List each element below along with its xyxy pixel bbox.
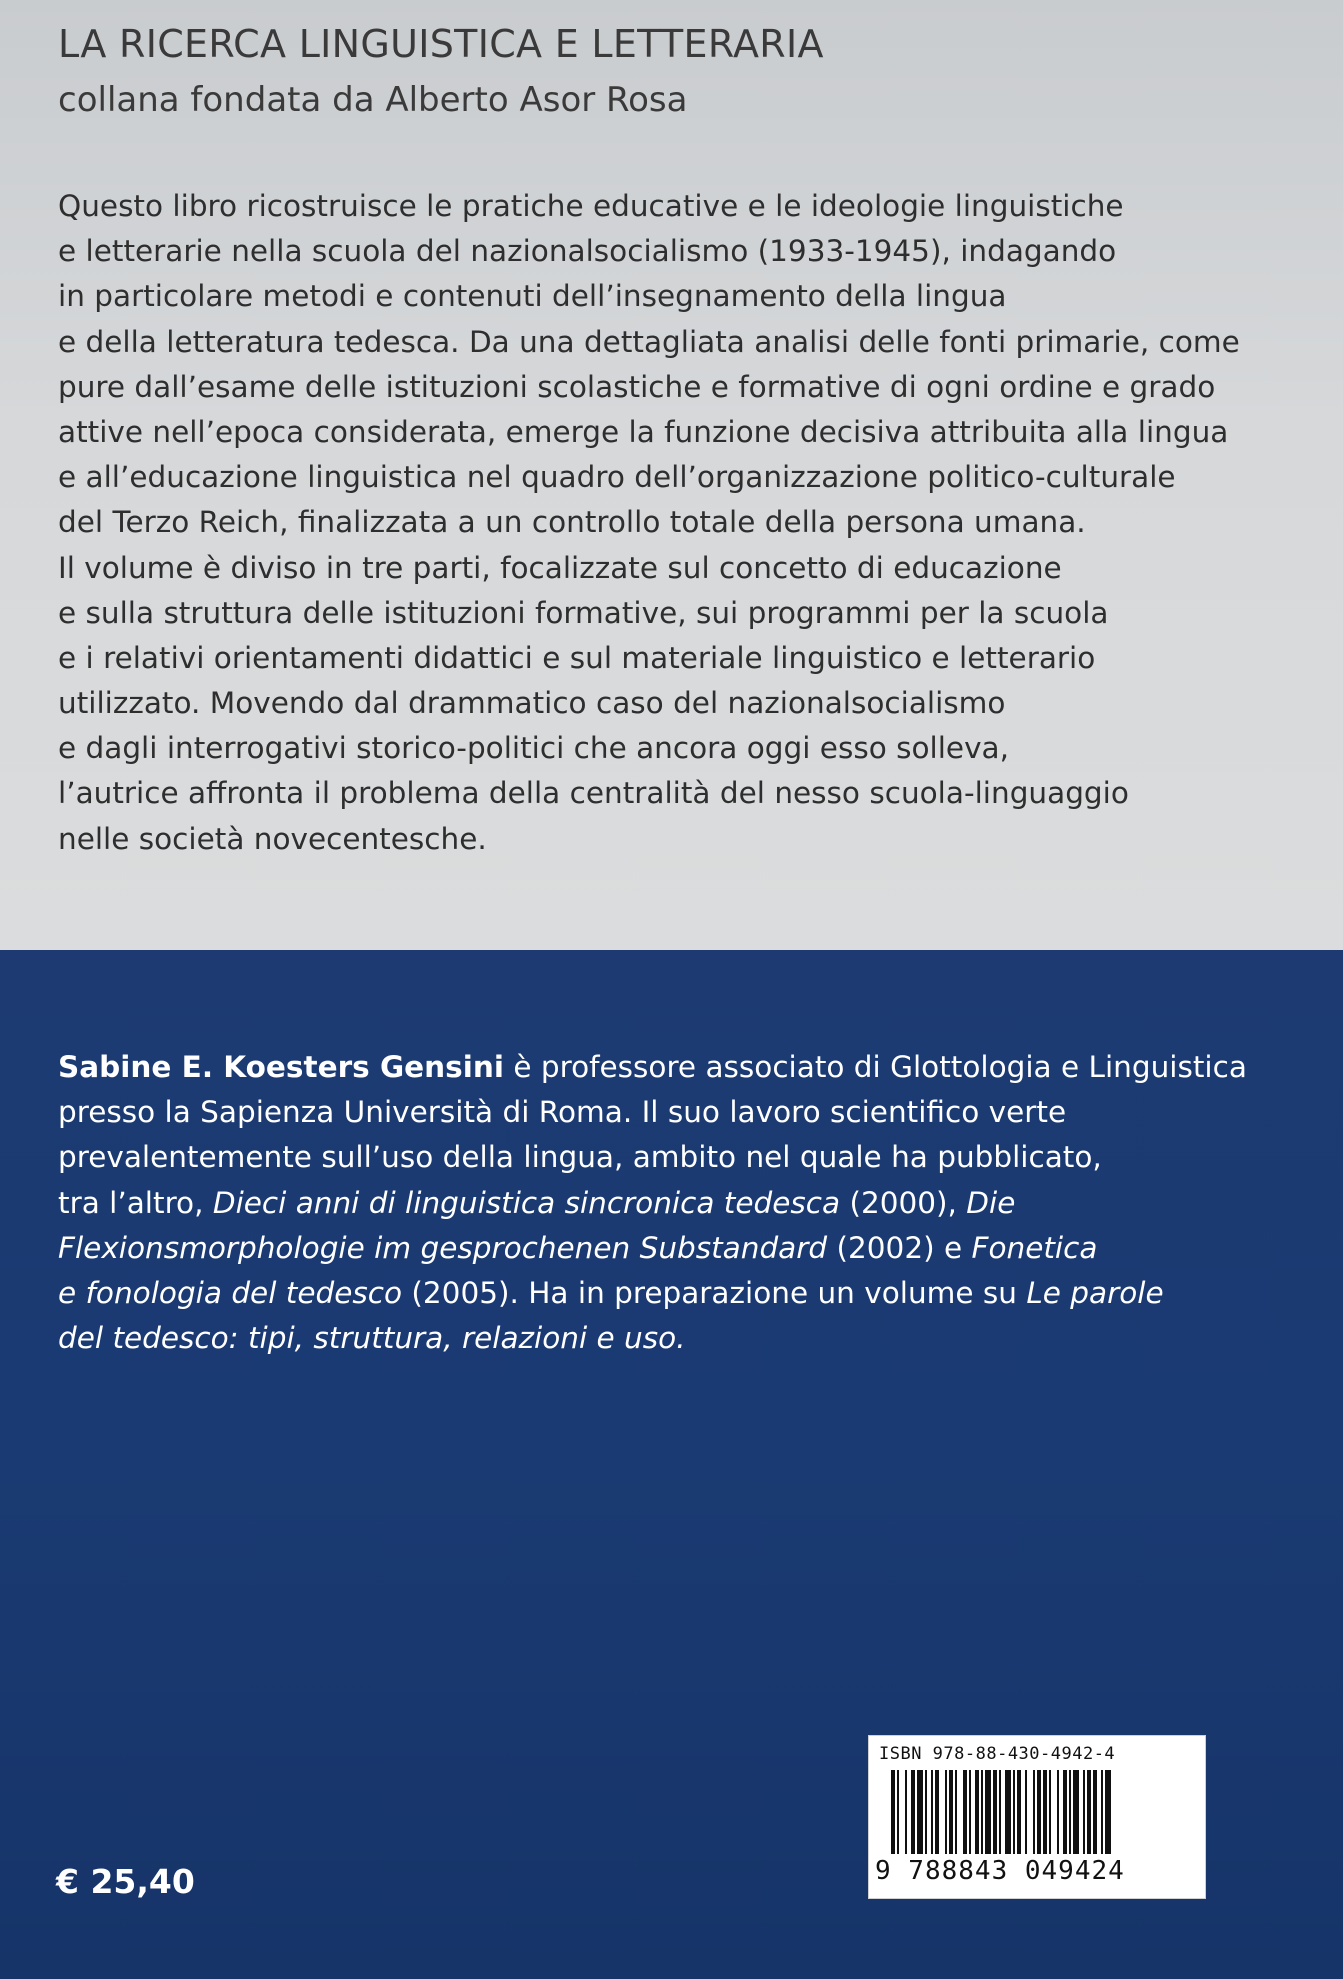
book-title: del tedesco: tipi, struttura, relazioni e uso.	[58, 1321, 686, 1356]
description-line: l’autrice affronta il problema della centralità del nesso scuola-linguaggio	[58, 776, 1129, 811]
barcode-bar	[963, 1770, 967, 1854]
barcode-bar	[1033, 1770, 1035, 1854]
bio-line: presso la Sapienza Università di Roma. Il suo lavoro scientifico verte	[58, 1095, 1067, 1130]
bio-text: (2000),	[840, 1185, 967, 1220]
barcode-bar	[1057, 1770, 1059, 1854]
author-name: Sabine E. Koesters Gensini	[58, 1050, 504, 1084]
description-line: nelle società novecentesche.	[58, 821, 487, 856]
barcode-bar	[985, 1770, 991, 1854]
bio-line: prevalentemente sull’uso della lingua, ambito nel quale ha pubblicato,	[58, 1140, 1102, 1175]
barcode-icon	[877, 1770, 1197, 1854]
isbn-barcode	[868, 1735, 1206, 1899]
book-title: Dieci anni di linguistica sincronica tedesca	[212, 1185, 841, 1220]
bio-line	[58, 1271, 1298, 1316]
barcode-bar	[1083, 1770, 1085, 1854]
barcode-bar	[981, 1770, 983, 1854]
bio-text: (2002) e	[827, 1230, 972, 1265]
isbn-label: ISBN 978-88-430-4942-4	[879, 1744, 1116, 1764]
barcode-bar	[945, 1770, 947, 1854]
description-line: attive nell’epoca considerata, emerge la funzione decisiva attribuita alla lingua	[58, 414, 1229, 449]
barcode-bar	[925, 1770, 927, 1854]
barcode-bar	[1005, 1770, 1011, 1854]
series-title: LA RICERCA LINGUISTICA E LETTERARIA	[58, 22, 824, 66]
barcode-bar	[1073, 1770, 1079, 1854]
description-line: e i relativi orientamenti didattici e sul materiale linguistico e letterario	[58, 640, 1096, 675]
book-title: Flexionsmorphologie im gesprochenen Substandard	[58, 1230, 828, 1265]
bio-line	[58, 1045, 1298, 1090]
barcode-bar	[917, 1770, 923, 1854]
barcode-bar	[1101, 1770, 1103, 1854]
barcode-bar	[1037, 1770, 1041, 1854]
description-line: e all’educazione linguistica nel quadro dell’organizzazione politico-culturale	[58, 460, 1176, 495]
barcode-bar	[1087, 1770, 1091, 1854]
description-line: del Terzo Reich, finalizzata a un controllo totale della persona umana.	[58, 505, 1086, 540]
description-line: e della letteratura tedesca. Da una dettagliata analisi delle fonti primarie, come	[58, 324, 1240, 359]
book-title: e fonologia del tedesco	[58, 1275, 403, 1310]
bio-text: è professore associato di Glottologia e Linguistica	[503, 1050, 1247, 1084]
barcode-bar	[1017, 1770, 1021, 1854]
isbn-digits: 9 788843 049424	[875, 1856, 1125, 1886]
barcode-bar	[1105, 1770, 1111, 1854]
barcode-bar	[1069, 1770, 1071, 1854]
bio-line	[58, 1181, 1298, 1226]
barcode-bar	[935, 1770, 939, 1854]
barcode-bar	[1093, 1770, 1097, 1854]
barcode-bar	[999, 1770, 1001, 1854]
description-line: e dagli interrogativi storico-politici che ancora oggi esso solleva,	[58, 731, 1009, 766]
description-line: in particolare metodi e contenuti dell’insegnamento della lingua	[58, 279, 1007, 314]
description-line: Questo libro ricostruisce le pratiche educative e le ideologie linguistiche	[58, 189, 1124, 223]
upper-panel	[0, 0, 1343, 950]
barcode-bar	[1043, 1770, 1047, 1854]
barcode-bar	[1025, 1770, 1027, 1854]
price-label: € 25,40	[56, 1862, 195, 1901]
description-line: Il volume è diviso in tre parti, focalizzate sul concetto di educazione	[58, 550, 1062, 585]
barcode-bar	[1063, 1770, 1067, 1854]
barcode-bar	[975, 1770, 979, 1854]
bio-line	[58, 1226, 1298, 1271]
description-line: e letterarie nella scuola del nazionalsocialismo (1933-1945), indagando	[58, 234, 1117, 269]
barcode-bar	[1049, 1770, 1051, 1854]
barcode-bar	[897, 1770, 899, 1854]
barcode-bar	[931, 1770, 933, 1854]
book-title: Le parole	[1026, 1275, 1164, 1310]
bio-line	[58, 1316, 1298, 1361]
author-bio	[58, 1045, 1298, 1361]
book-title: Die	[966, 1185, 1016, 1220]
bio-text: tra l’altro,	[58, 1185, 213, 1220]
barcode-bar	[955, 1770, 957, 1854]
bio-text: (2005). Ha in preparazione un volume su	[402, 1275, 1027, 1310]
description-line: utilizzato. Movendo dal drammatico caso del nazionalsocialismo	[58, 686, 1006, 721]
barcode-bar	[1013, 1770, 1015, 1854]
description-line: e sulla struttura delle istituzioni formative, sui programmi per la scuola	[58, 595, 1109, 630]
description-line: pure dall’esame delle istituzioni scolastiche e formative di ogni ordine e grado	[58, 369, 1216, 404]
barcode-bar	[993, 1770, 997, 1854]
barcode-bar	[949, 1770, 953, 1854]
barcode-bar	[911, 1770, 915, 1854]
barcode-bar	[905, 1770, 907, 1854]
barcode-bar	[969, 1770, 971, 1854]
book-title: Fonetica	[971, 1230, 1098, 1265]
barcode-bar	[891, 1770, 895, 1854]
series-subtitle: collana fondata da Alberto Asor Rosa	[58, 80, 688, 120]
book-description	[58, 184, 1308, 862]
